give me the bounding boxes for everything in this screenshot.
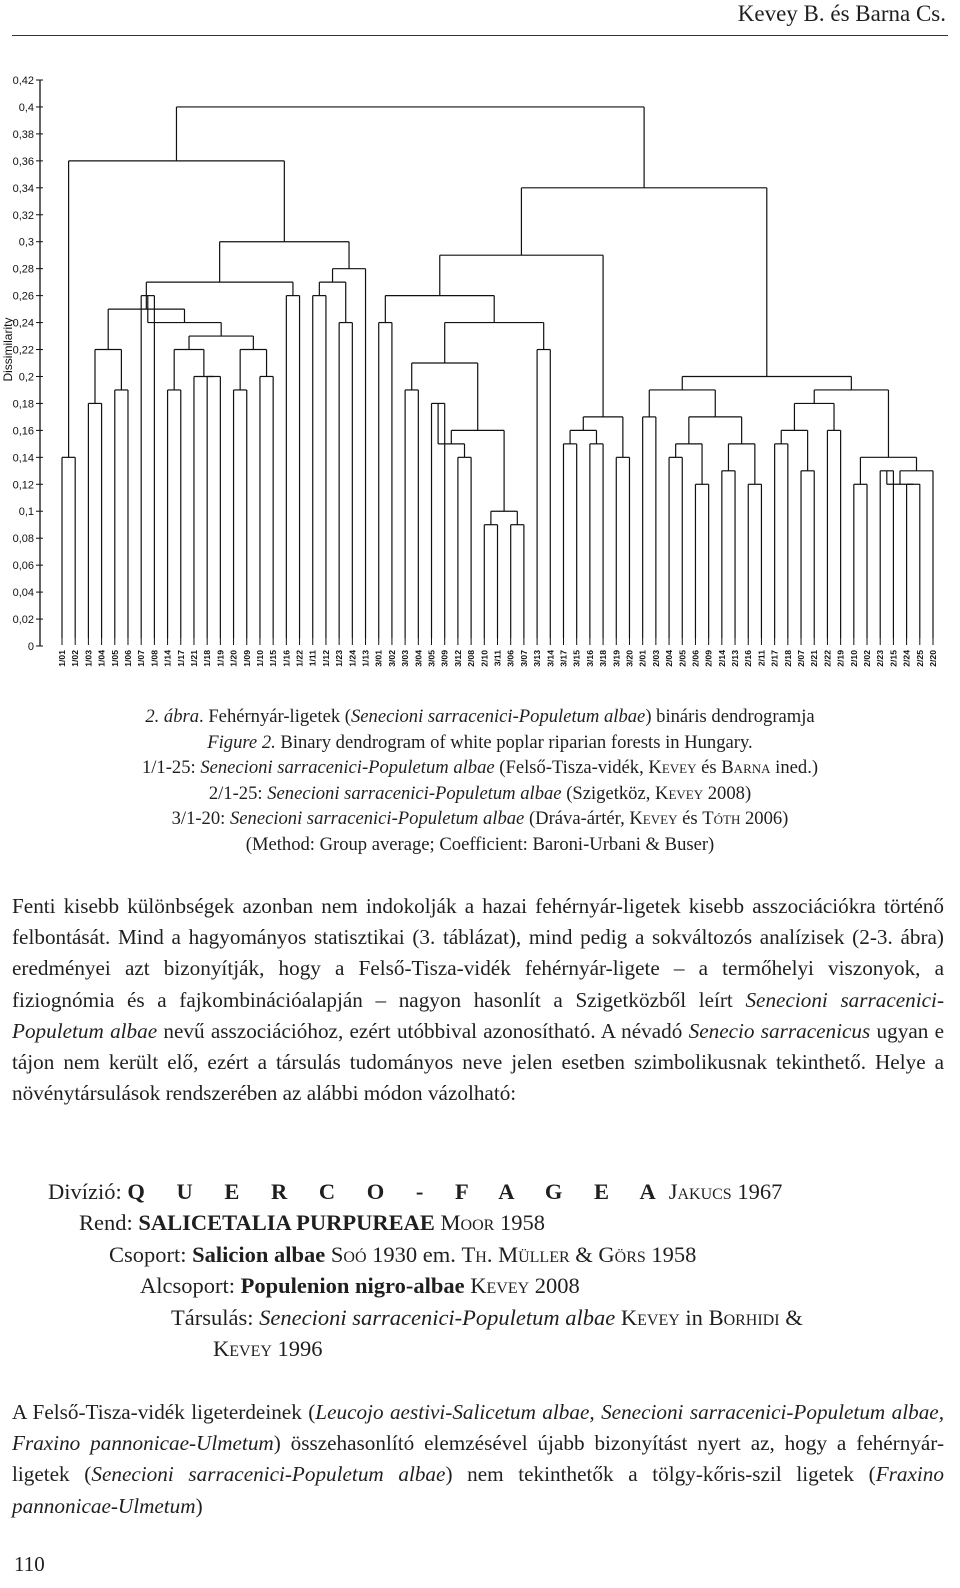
- y-tick-label: 0,42: [12, 75, 34, 87]
- y-tick-label: 0,36: [12, 155, 34, 168]
- leaf-label: 3/17: [558, 650, 569, 667]
- leaf-label: 2/03: [650, 650, 661, 667]
- leaf-label: 2/20: [928, 650, 938, 667]
- leaf-label: 3/07: [518, 650, 529, 667]
- leaf-label: 1/12: [320, 650, 331, 667]
- leaf-label: 3/06: [505, 650, 516, 667]
- leaf-label: 3/18: [598, 650, 609, 667]
- syntax-association: Társulás: Senecioni sarracenici-Populetum albae Kevey in Borhidi &: [171, 1305, 803, 1330]
- leaf-label: 1/06: [122, 650, 133, 667]
- leaf-label: 1/14: [162, 650, 173, 667]
- caption-line-group2: 2/1-25: Senecioni sarracenici-Populetum albae (Szigetköz, Kevey 2008): [208, 782, 752, 804]
- syntax-subgroup: Alcsoport: Populenion nigro-albae Kevey 2008: [140, 1273, 580, 1298]
- leaf-label: 3/19: [611, 650, 622, 667]
- y-tick-label: 0,24: [12, 317, 34, 330]
- y-tick-label: 0,16: [12, 425, 34, 438]
- leaf-label: 1/05: [109, 650, 120, 667]
- leaf-label: 3/20: [624, 650, 635, 667]
- leaf-label: 3/09: [439, 650, 450, 667]
- paragraph-1: Fenti kisebb különbségek azonban nem indokolják a hazai fehérnyár-ligetek kisebb asszociációkra történő felbontását. Mind a hagyományos statisztikai (3. táblázat), mind pedig a sokváltozós analízisek (2-3. ábra) eredményei azt bizonyítják, hogy a Felső-Tisza-vidék fehérnyár-ligete – a termőhelyi viszonyok, a fiziognómia és a fajkombinációalapján – nagyon hasonlít a Szigetközből leírt Senecioni sarracenici-Populetum albae nevű asszociációhoz, ezért utóbbival azonosítható. A névadó Senecio sarracenicus ugyan e tájon nem került elő, ezért a társulás tudományos neve jelen esetben szimbolikusnak tekinthető. Helye a növénytársulások rendszerében az alábbi módon vázolható:: [12, 894, 945, 1106]
- leaf-label: 1/07: [136, 650, 147, 667]
- leaf-label: 1/03: [83, 650, 94, 667]
- leaf-label: 1/17: [175, 650, 186, 667]
- leaf-label: 1/08: [149, 650, 160, 667]
- caption-line-en: Figure 2. Binary dendrogram of white poplar riparian forests in Hungary.: [207, 731, 753, 753]
- leaf-label: 3/05: [426, 650, 437, 667]
- caption-line-group1: 1/1-25: Senecioni sarracenici-Populetum albae (Felső-Tisza-vidék, Kevey és Barna ined.): [141, 757, 819, 778]
- leaf-label: 2/17: [769, 650, 780, 667]
- leaf-label: 3/11: [492, 650, 503, 667]
- y-tick-label: 0,28: [12, 263, 34, 276]
- leaf-label: 1/24: [347, 650, 358, 667]
- header-rule: [12, 35, 948, 36]
- y-tick-label: 0,4: [18, 101, 34, 114]
- y-tick-label: 0,14: [12, 452, 34, 465]
- leaf-label: 3/14: [545, 650, 556, 667]
- leaf-label: 2/10: [848, 650, 859, 667]
- y-tick-label: 0,02: [12, 614, 34, 627]
- y-tick-label: 0,38: [12, 128, 34, 141]
- y-tick-label: 0: [27, 641, 34, 653]
- paragraph-2: A Felső-Tisza-vidék ligeterdeinek (Leucojo aestivi-Salicetum albae, Senecioni sarracenici-Populetum albae, Fraxino pannonicae-Ulmetum) összehasonlító elemzésével újabb bizonyítást nyert az, hogy a fehérnyár-ligetek (Senecioni sarracenici-Populetum albae) nem tekinthetők a tölgy-kőris-szil ligetek (Fraxino pannonicae-Ulmetum): [12, 1400, 945, 1518]
- leaf-label: 2/15: [888, 650, 899, 667]
- leaf-label: 2/13: [730, 650, 741, 667]
- page-number: 110: [14, 1552, 45, 1576]
- y-tick-label: 0,34: [12, 182, 34, 195]
- y-tick-label: 0,06: [12, 560, 34, 573]
- leaf-label: 2/11: [756, 650, 767, 667]
- syntax-group: Csoport: Salicion albae Soó 1930 em. Th. Müller & Görs 1958: [109, 1242, 697, 1267]
- leaf-label: 1/13: [360, 650, 371, 667]
- caption-line-group3: 3/1-20: Senecioni sarracenici-Populetum albae (Dráva-ártér, Kevey és Tóth 2006): [171, 808, 789, 829]
- leaf-label: 3/12: [452, 650, 463, 667]
- y-tick-label: 0,3: [18, 236, 34, 249]
- syntax-order: Rend: SALICETALIA PURPUREAE Moor 1958: [79, 1210, 545, 1235]
- leaf-label: 2/06: [690, 650, 701, 667]
- syntax-association-cont: Kevey 1996: [213, 1336, 323, 1361]
- leaf-label: 2/08: [466, 650, 477, 667]
- leaf-label: 2/05: [677, 650, 688, 667]
- leaf-label: 1/23: [334, 650, 345, 667]
- y-axis-title: Dissimilarity: [1, 317, 15, 382]
- leaf-label: 2/18: [782, 650, 793, 667]
- leaf-label: 2/25: [914, 650, 925, 667]
- y-tick-label: 0,04: [12, 587, 34, 600]
- caption-method: (Method: Group average; Coefficient: Baroni-Urbani & Buser): [245, 833, 715, 855]
- y-tick-label: 0,32: [12, 209, 34, 222]
- leaf-label: 1/09: [241, 650, 252, 667]
- leaf-label: 1/21: [188, 650, 199, 667]
- figure-caption: [0, 704, 960, 857]
- leaf-label: 1/10: [254, 650, 265, 667]
- y-tick-label: 0,12: [12, 479, 34, 492]
- leaf-label: 1/19: [215, 650, 226, 667]
- leaf-label: 1/20: [228, 650, 239, 667]
- leaf-label: 2/24: [901, 650, 912, 667]
- leaf-label: 3/02: [386, 650, 397, 667]
- leaf-label: 2/02: [862, 650, 873, 667]
- leaf-label: 2/14: [716, 650, 727, 667]
- leaf-label: 1/15: [268, 650, 279, 667]
- leaf-label: 2/10: [479, 650, 490, 667]
- running-header: Kevey B. és Barna Cs.: [737, 1, 946, 26]
- leaf-label: 2/16: [743, 650, 754, 667]
- leaf-label: 2/22: [822, 650, 833, 667]
- leaf-label: 3/13: [532, 650, 543, 667]
- leaf-label: 3/16: [584, 650, 595, 667]
- y-tick-label: 0,1: [18, 506, 34, 519]
- dendrogram-figure: [0, 62, 960, 702]
- leaf-label: 2/04: [664, 650, 675, 667]
- y-tick-label: 0,22: [12, 344, 34, 357]
- y-tick-label: 0,08: [12, 533, 34, 546]
- leaf-label: 1/04: [96, 650, 107, 667]
- leaf-label: 2/01: [637, 650, 648, 667]
- leaf-label: 2/07: [796, 650, 807, 667]
- leaf-label: 1/16: [281, 650, 292, 667]
- leaf-label: 3/01: [373, 650, 384, 667]
- leaf-label: 1/02: [70, 650, 81, 667]
- y-tick-label: 0,26: [12, 290, 34, 303]
- leaf-label: 3/15: [571, 650, 582, 667]
- leaf-label: 2/23: [875, 650, 886, 667]
- leaf-label: 2/21: [809, 650, 820, 667]
- leaf-label: 3/03: [400, 650, 411, 667]
- leaf-label: 1/01: [57, 650, 67, 667]
- leaf-label: 1/22: [294, 650, 305, 667]
- y-tick-label: 0,18: [12, 398, 34, 411]
- leaf-label: 2/09: [703, 650, 714, 667]
- caption-line-hu: 2. ábra. Fehérnyár-ligetek (Senecioni sarracenici-Populetum albae) bináris dendrogramja: [145, 706, 815, 727]
- y-tick-label: 0,2: [18, 371, 34, 384]
- leaf-label: 1/11: [307, 650, 318, 667]
- leaf-label: 1/18: [202, 650, 213, 667]
- leaf-label: 3/04: [413, 650, 424, 667]
- leaf-label: 2/19: [835, 650, 846, 667]
- syntax-division: Divízió: Q U E R C O - F A G E AJakucs 1967: [48, 1179, 783, 1204]
